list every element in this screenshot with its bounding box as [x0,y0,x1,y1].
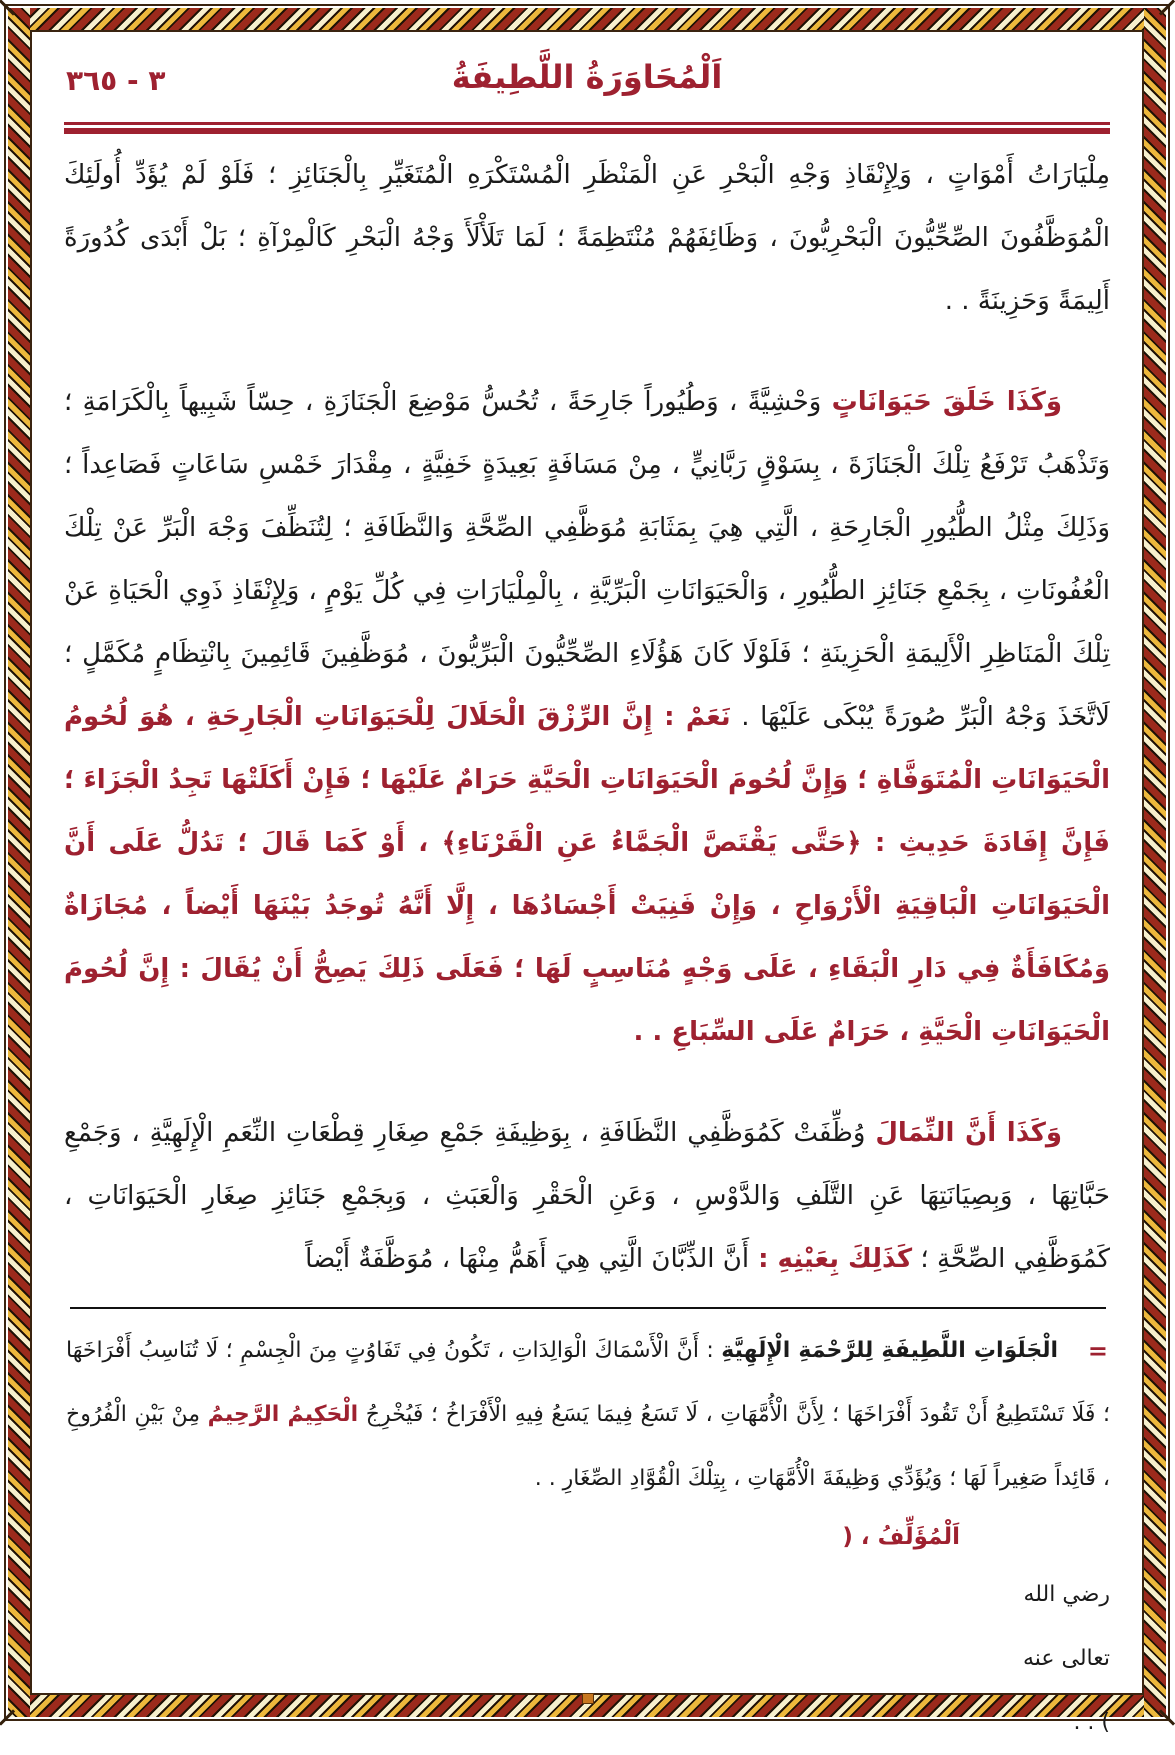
signature-post: ) . . [1073,1710,1110,1735]
page-title: اَلْمُحَاوَرَةُ اللَّطِيفَةُ [451,58,723,96]
body-text [64,144,1110,1291]
footnote-red: الْحَكِيمُ الرَّحِيمُ [207,1402,359,1427]
hadith-quote: ﴿حَتَّى يَقْتَصَّ الْجَمَّاءُ عَنِ الْقَرْنَاءِ﴾ [441,828,862,858]
footnote [64,1319,1110,1755]
footnote-lead-bold: الْجَلَوَاتِ اللَّطِيفَةِ لِلرَّحْمَةِ الْإِلَهِيَّةِ [721,1338,1058,1363]
paragraph-3-black-tail: أَنَّ الذِّبَّانَ الَّتِي هِيَ أَهَمُّ مِنْهَا ، مُوَظَّفَةٌ أَيْضاً [305,1244,750,1274]
title-double-rule [64,122,1110,134]
signature-pre: اَلْمُؤَلِّفُ ، ( [842,1524,960,1550]
paragraph-1 [64,144,1110,333]
seal-line-1: رضي الله [1023,1582,1110,1607]
footnote-separator [70,1307,1106,1309]
paragraph-2-red-tail: ، أَوْ كَمَا قَالَ ؛ تَدُلُّ عَلَى أَنَّ الْحَيَوَانَاتِ الْبَاقِيَةِ الْأَرْوَاحِ ، وَإِنْ فَنِيَتْ أَجْسَادُهَا ، إِلَّا أَنَّهُ تُوجَدُ بَيْنَهَا أَيْضاً ، مُجَازَاةٌ وَمُكَافَأَةٌ فِي دَارِ الْبَقَاءِ ، عَلَى وَجْهٍ مُنَاسِبٍ لَهَا ؛ فَعَلَى ذَلِكَ يَصِحُّ أَنْ يُقَالَ : إِنَّ لُحُومَ الْحَيَوَانَاتِ الْحَيَّةِ ، حَرَامٌ عَلَى السِّبَاعِ . . [64,828,1110,1047]
footnote-text [66,1319,1110,1511]
paragraph-3-lead-red: وَكَذَا أَنَّ النِّمَالَ [875,1118,1062,1148]
paragraph-3-red-mid: كَذَلِكَ بِعَيْنِهِ : [749,1244,913,1274]
paragraph-1-text: مِلْيَارَاتُ أَمْوَاتٍ ، وَلِإِنْقَاذِ وَجْهِ الْبَحْرِ عَنِ الْمَنْظَرِ الْمُسْتَكْرَهِ الْمُتَغَيِّرِ بِالْجَنَائِزِ ؛ فَلَوْ لَمْ يُؤَدِّ أُولَئِكَ الْمُوَظَّفُونَ الصِّحِّيُّونَ الْبَحْرِيُّونَ ، وَظَائِفَهُمْ مُنْتَظِمَةً ؛ لَمَا تَلَأْلَأَ وَجْهُ الْبَحْرِ كَالْمِرْآةِ ؛ بَلْ أَبْدَى كُدُورَةً أَلِيمَةً وَحَزِينَةً . . [64,160,1110,316]
seal-line-2: تعالى عنه [1022,1646,1110,1671]
page-content [32,32,1142,1735]
frame-braid-top [8,8,1166,30]
paragraph-2-lead-red: وَكَذَا خَلَقَ حَيَوَانَاتٍ [831,387,1062,417]
frame-braid-left [8,8,30,1717]
footnote-black-1: : أَنَّ الْأَسْمَاكَ الْوَالِدَاتِ ، تَكُونُ فِي تَفَاوُتٍ مِنَ الْجِسْمِ ؛ لَا تُنَاسِبُ أَفْرَاخَهَا ؛ فَلَا تَسْتَطِيعُ أَنْ تَقُودَ أَفْرَاخَهَا ؛ لِأَنَّ الْأُمَّهَاتِ ، لَا تَسَعُ فِيمَا يَسَعُ فِيهِ الْأَفْرَاخُ ؛ فَيُخْرِجُ [66,1338,1110,1427]
author-signature [66,1511,960,1563]
page-header [64,56,1110,114]
paragraph-3-black: وُظِّفَتْ كَمُوَظَّفِي النَّظَافَةِ ، بِوَظِيفَةِ جَمْعِ صِغَارِ قِطْعَاتِ النِّعَمِ الْإِلَهِيَّةِ ، وَجَمْعِ حَبَّاتِهَا ، وَبِصِيَانَتِهَا عَنِ التَّلَفِ وَالدَّوْسِ ، وَعَنِ الْحَقْرِ وَالْعَبَثِ ، وَبِجَمْعِ جَنَائِزِ صِغَارِ الْحَيَوَانَاتِ ، كَمُوَظَّفِي الصِّحَّةِ ؛ [64,1118,1110,1274]
footnote-marker: = [1087,1337,1108,1365]
footnote-black-2: مِنْ بَيْنِ الْفُرُوخِ ، قَائِداً صَغِيراً لَهَا ؛ وَيُؤَدِّي وَظِيفَةَ الْأُمَّهَاتِ ، بِتِلْكَ الْقُوَّادِ الصِّغَارِ . . [66,1402,1110,1491]
paragraph-2 [64,371,1110,1064]
page-number: ٣٦٥ - ٣ [66,64,166,97]
frame-braid-right [1144,8,1166,1717]
paragraph-2-black: وَحْشِيَّةً ، وَطُيُوراً جَارِحَةً ، تُحُسُّ مَوْضِعَ الْجَنَازَةِ ، حِسّاً شَبِيهاً بِالْكَرَامَةِ ؛ وَتَذْهَبُ تَرْفَعُ تِلْكَ الْجَنَازَةَ ، بِسَوْقٍ رَبَّانِيٍّ ، مِنْ مَسَافَةٍ بَعِيدَةٍ خَفِيَّةٍ ، مِقْدَارَ خَمْسِ سَاعَاتٍ فَصَاعِداً ؛ وَذَلِكَ مِثْلُ الطُّيُورِ الْجَارِحَةِ ، الَّتِي هِيَ بِمَثَابَةِ مُوَظَّفِي الصِّحَّةِ وَالنَّظَافَةِ ؛ لِتُنَظِّفَ وَجْهَ الْبَرِّ عَنْ تِلْكَ الْعُفُونَاتِ ، بِجَمْعِ جَنَائِزِ الطُّيُورِ ، وَالْحَيَوَانَاتِ الْبَرِّيَّةِ ، بِالْمِلْيَارَاتِ فِي كُلِّ يَوْمٍ ، وَلِإِنْقَاذِ ذَوِي الْحَيَاةِ عَنْ تِلْكَ الْمَنَاظِرِ الْأَلِيمَةِ الْحَزِينَةِ ؛ فَلَوْلَا كَانَ هَؤُلَاءِ الصِّحِّيُّونَ الْبَرِّيُّونَ ، مُوَظَّفِينَ قَائِمِينَ بِانْتِظَامٍ مُكَمَّلٍ ؛ لَاتَّخَذَ وَجْهُ الْبَرِّ صُورَةً يُبْكَى عَلَيْهَا . [64,387,1111,732]
paragraph-2-red: نَعَمْ : إِنَّ الرِّزْقَ الْحَلَالَ لِلْحَيَوَانَاتِ الْجَارِحَةِ ، هُوَ لُحُومُ الْحَيَوَانَاتِ الْمُتَوَفَّاةِ ؛ وَإِنَّ لُحُومَ الْحَيَوَانَاتِ الْحَيَّةِ حَرَامٌ عَلَيْهَا ؛ فَإِنْ أَكَلَتْهَا تَجِدُ الْجَزَاءَ ؛ فَإِنَّ إِفَادَةَ حَدِيثِ : [64,702,1110,858]
paragraph-3 [64,1102,1110,1291]
